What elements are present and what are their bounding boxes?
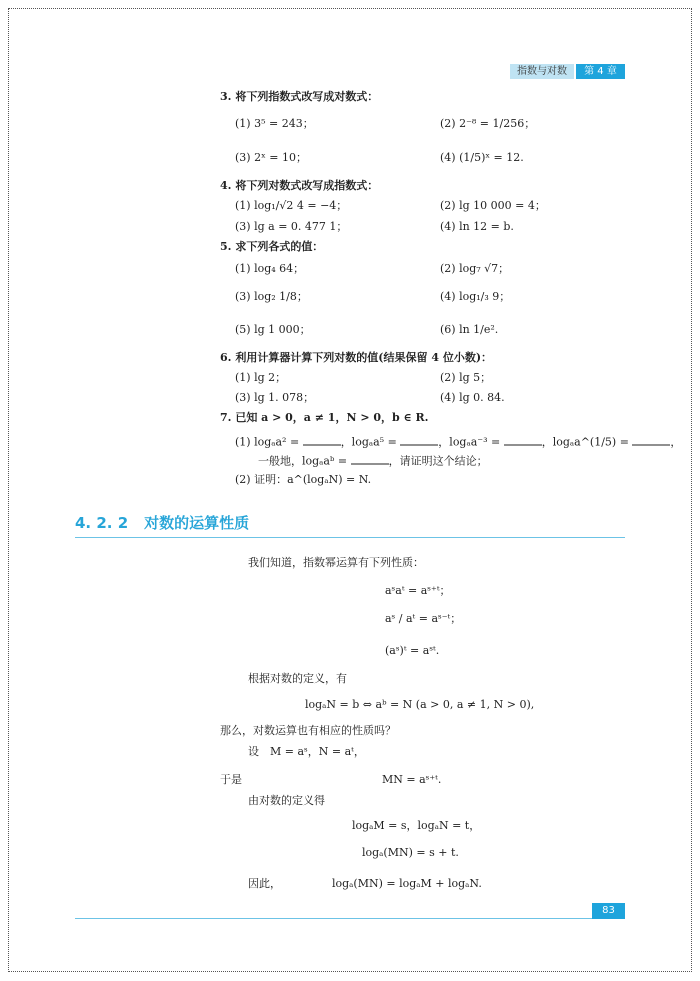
paragraph: 我们知道，指数幂运算有下列性质： [248, 556, 424, 569]
exercise-4-item: (4) ln 12 = b. [440, 220, 514, 233]
section-title: 对数的运算性质 [144, 514, 250, 532]
expr: (1) logₐa² = [235, 435, 303, 449]
section-number: 4. 2. 2 [75, 514, 129, 532]
expr: ，logₐa^(1/5) = [541, 435, 633, 449]
exercise-3-title: 3. 将下列指数式改写成对数式： [220, 90, 379, 103]
exercise-4-item: (2) lg 10 000 = 4； [440, 199, 546, 212]
answer-blank [351, 454, 389, 465]
formula: MN = aˢ⁺ᵗ. [382, 773, 442, 786]
section-divider [75, 537, 625, 538]
expr: ，logₐa⁵ = [340, 435, 401, 449]
formula: logₐM = s，logₐN = t， [352, 819, 481, 832]
formula: (aˢ)ᵗ = aˢᵗ. [385, 644, 440, 657]
exercise-6-title: 6. 利用计算器计算下列对数的值(结果保留 4 位小数)： [220, 351, 493, 364]
answer-blank [303, 435, 341, 446]
page-border [8, 8, 692, 972]
exercise-6-item: (1) lg 2； [235, 371, 287, 384]
chapter-title-tab: 指数与对数 [510, 64, 574, 79]
chapter-number-tab: 第 4 章 [576, 64, 625, 79]
exercise-5-item: (4) log₁/₃ 9； [440, 290, 511, 303]
exercise-7-title: 7. 已知 a > 0，a ≠ 1，N > 0，b ∈ R. [220, 411, 429, 424]
exercise-4-title: 4. 将下列对数式改写成指数式： [220, 179, 379, 192]
expr: 一般地，logₐaᵇ = [258, 454, 351, 468]
paragraph: 设 M = aˢ，N = aᵗ， [248, 745, 365, 758]
exercise-5-item: (6) ln 1/e². [440, 323, 499, 336]
exercise-4-item: (1) log₁/√2 4 = −4； [235, 199, 348, 212]
answer-blank [504, 435, 542, 446]
expr: ， [670, 435, 682, 449]
formula: logₐ(MN) = logₐM + logₐN. [332, 877, 482, 890]
exercise-4-item: (3) lg a = 0. 477 1； [235, 220, 348, 233]
exercise-5-item: (5) lg 1 000； [235, 323, 311, 336]
exercise-5-item: (1) log₄ 64； [235, 262, 305, 275]
footer-divider [75, 918, 625, 919]
paragraph: 那么，对数运算也有相应的性质吗？ [220, 724, 396, 737]
formula: aˢ / aᵗ = aˢ⁻ᵗ； [385, 612, 462, 625]
exercise-3-item: (2) 2⁻⁸ = 1/256； [440, 117, 536, 130]
paragraph: 因此， [248, 877, 281, 890]
exercise-7-part-2: (2) 证明：a^(logₐN) = N. [235, 473, 372, 486]
exercise-6-item: (4) lg 0. 84. [440, 391, 505, 404]
exercise-3-item: (4) (1/5)ˣ = 12. [440, 151, 524, 164]
paragraph: 根据对数的定义，有 [248, 672, 347, 685]
answer-blank [632, 435, 670, 446]
exercise-6-item: (3) lg 1. 078； [235, 391, 315, 404]
section-heading [75, 512, 265, 533]
exercise-5-item: (2) log₇ √7； [440, 262, 510, 275]
answer-blank [400, 435, 438, 446]
exercise-3-item: (1) 3⁵ = 243； [235, 117, 314, 130]
exercise-3-item: (3) 2ˣ = 10； [235, 151, 307, 164]
exercise-7-part-1-general [258, 454, 488, 469]
formula: logₐ(MN) = s + t. [362, 846, 459, 859]
paragraph: 由对数的定义得 [248, 794, 325, 807]
exercise-5-title: 5. 求下列各式的值： [220, 240, 324, 253]
expr: ，logₐa⁻³ = [438, 435, 504, 449]
expr: ，请证明这个结论； [388, 454, 488, 468]
exercise-5-item: (3) log₂ 1/8； [235, 290, 308, 303]
formula: aˢaᵗ = aˢ⁺ᵗ； [385, 584, 451, 597]
paragraph: 于是 [220, 773, 242, 786]
exercise-6-item: (2) lg 5； [440, 371, 492, 384]
page-number: 83 [592, 903, 625, 919]
exercise-7-part-1 [235, 435, 681, 450]
formula: logₐN = b ⇔ aᵇ = N (a > 0, a ≠ 1, N > 0), [305, 698, 535, 711]
